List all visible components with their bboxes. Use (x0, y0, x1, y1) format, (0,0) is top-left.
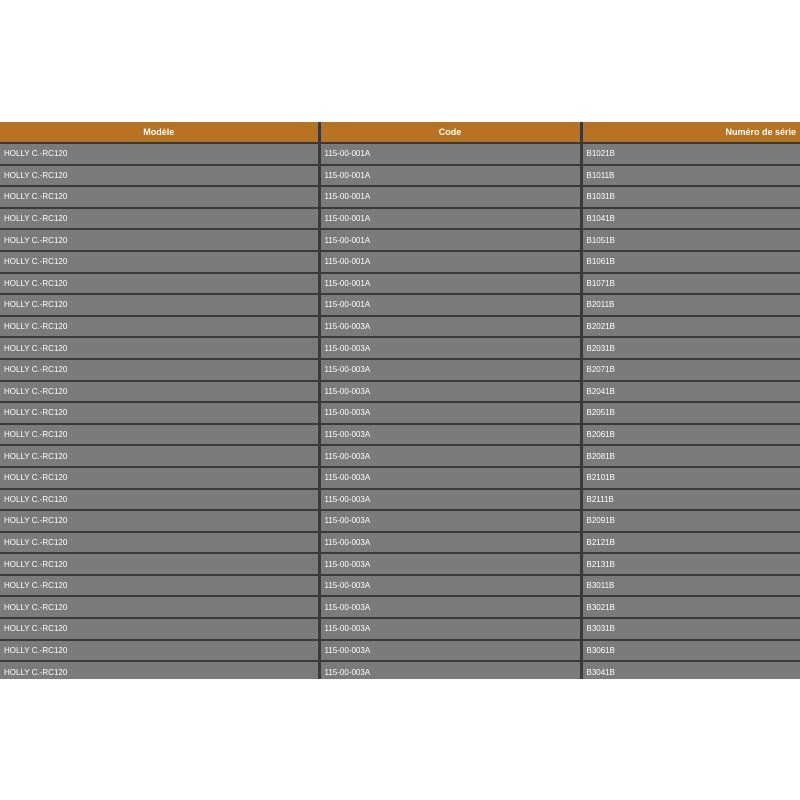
cell-serial-number: B2091B (581, 510, 800, 532)
cell-serial-number: B1051B (581, 229, 800, 251)
cell-model: HOLLY C.-RC120 (0, 661, 319, 679)
cell-model: HOLLY C.-RC120 (0, 251, 319, 273)
cell-model: HOLLY C.-RC120 (0, 229, 319, 251)
cell-serial-number: B2011B (581, 294, 800, 316)
cell-code: 115-00-003A (319, 532, 581, 554)
table-row (0, 489, 800, 511)
cell-code: 115-00-003A (319, 337, 581, 359)
cell-model: HOLLY C.-RC120 (0, 359, 319, 381)
cell-model: HOLLY C.-RC120 (0, 575, 319, 597)
cell-code: 115-00-003A (319, 661, 581, 679)
table-row (0, 337, 800, 359)
cell-code: 115-00-001A (319, 273, 581, 295)
cell-model: HOLLY C.-RC120 (0, 596, 319, 618)
cell-code: 115-00-003A (319, 402, 581, 424)
cell-model: HOLLY C.-RC120 (0, 208, 319, 230)
table-row (0, 510, 800, 532)
table-row (0, 618, 800, 640)
table-row (0, 467, 800, 489)
cell-model: HOLLY C.-RC120 (0, 640, 319, 662)
cell-code: 115-00-003A (319, 489, 581, 511)
cell-serial-number: B1061B (581, 251, 800, 273)
table-row (0, 402, 800, 424)
cell-serial-number: B3041B (581, 661, 800, 679)
cell-code: 115-00-001A (319, 229, 581, 251)
table-row (0, 359, 800, 381)
table-header-row (0, 122, 800, 143)
cell-code: 115-00-003A (319, 359, 581, 381)
cell-model: HOLLY C.-RC120 (0, 445, 319, 467)
serial-table-container (0, 122, 800, 679)
cell-model: HOLLY C.-RC120 (0, 424, 319, 446)
cell-serial-number: B1031B (581, 186, 800, 208)
cell-serial-number: B2111B (581, 489, 800, 511)
cell-model: HOLLY C.-RC120 (0, 510, 319, 532)
table-row (0, 273, 800, 295)
table-row (0, 316, 800, 338)
table-row (0, 424, 800, 446)
cell-code: 115-00-001A (319, 143, 581, 165)
cell-model: HOLLY C.-RC120 (0, 316, 319, 338)
table-row (0, 575, 800, 597)
cell-code: 115-00-003A (319, 424, 581, 446)
cell-serial-number: B2051B (581, 402, 800, 424)
cell-code: 115-00-003A (319, 575, 581, 597)
column-header-code: Code (319, 122, 581, 143)
cell-code: 115-00-003A (319, 445, 581, 467)
cell-serial-number: B1041B (581, 208, 800, 230)
cell-serial-number: B1071B (581, 273, 800, 295)
cell-serial-number: B3061B (581, 640, 800, 662)
column-header-model: Modèle (0, 122, 319, 143)
cell-code: 115-00-001A (319, 251, 581, 273)
cell-model: HOLLY C.-RC120 (0, 337, 319, 359)
cell-model: HOLLY C.-RC120 (0, 381, 319, 403)
cell-serial-number: B3011B (581, 575, 800, 597)
cell-code: 115-00-003A (319, 381, 581, 403)
table-row (0, 208, 800, 230)
cell-model: HOLLY C.-RC120 (0, 532, 319, 554)
table-row (0, 553, 800, 575)
cell-serial-number: B2121B (581, 532, 800, 554)
cell-model: HOLLY C.-RC120 (0, 489, 319, 511)
table-row (0, 445, 800, 467)
cell-model: HOLLY C.-RC120 (0, 273, 319, 295)
table-row (0, 381, 800, 403)
cell-serial-number: B3031B (581, 618, 800, 640)
table-row (0, 229, 800, 251)
cell-model: HOLLY C.-RC120 (0, 553, 319, 575)
table-row (0, 186, 800, 208)
cell-serial-number: B2021B (581, 316, 800, 338)
cell-serial-number: B2061B (581, 424, 800, 446)
cell-code: 115-00-001A (319, 186, 581, 208)
cell-model: HOLLY C.-RC120 (0, 186, 319, 208)
serial-number-table (0, 122, 800, 679)
cell-model: HOLLY C.-RC120 (0, 402, 319, 424)
table-body (0, 143, 800, 679)
cell-serial-number: B2071B (581, 359, 800, 381)
cell-code: 115-00-001A (319, 294, 581, 316)
cell-code: 115-00-001A (319, 208, 581, 230)
table-row (0, 143, 800, 165)
cell-code: 115-00-003A (319, 640, 581, 662)
cell-code: 115-00-003A (319, 553, 581, 575)
table-row (0, 251, 800, 273)
table-row (0, 294, 800, 316)
cell-code: 115-00-003A (319, 510, 581, 532)
cell-code: 115-00-003A (319, 596, 581, 618)
table-row (0, 640, 800, 662)
cell-serial-number: B2131B (581, 553, 800, 575)
cell-model: HOLLY C.-RC120 (0, 618, 319, 640)
column-header-serial-number: Numéro de série (581, 122, 800, 143)
cell-model: HOLLY C.-RC120 (0, 294, 319, 316)
table-row (0, 596, 800, 618)
cell-model: HOLLY C.-RC120 (0, 165, 319, 187)
table-row (0, 661, 800, 679)
cell-serial-number: B1011B (581, 165, 800, 187)
cell-code: 115-00-001A (319, 165, 581, 187)
table-row (0, 165, 800, 187)
cell-code: 115-00-003A (319, 618, 581, 640)
cell-code: 115-00-003A (319, 316, 581, 338)
cell-code: 115-00-003A (319, 467, 581, 489)
cell-serial-number: B2101B (581, 467, 800, 489)
table-row (0, 532, 800, 554)
cell-serial-number: B2041B (581, 381, 800, 403)
cell-model: HOLLY C.-RC120 (0, 143, 319, 165)
cell-serial-number: B3021B (581, 596, 800, 618)
cell-serial-number: B1021B (581, 143, 800, 165)
cell-serial-number: B2031B (581, 337, 800, 359)
cell-model: HOLLY C.-RC120 (0, 467, 319, 489)
cell-serial-number: B2081B (581, 445, 800, 467)
